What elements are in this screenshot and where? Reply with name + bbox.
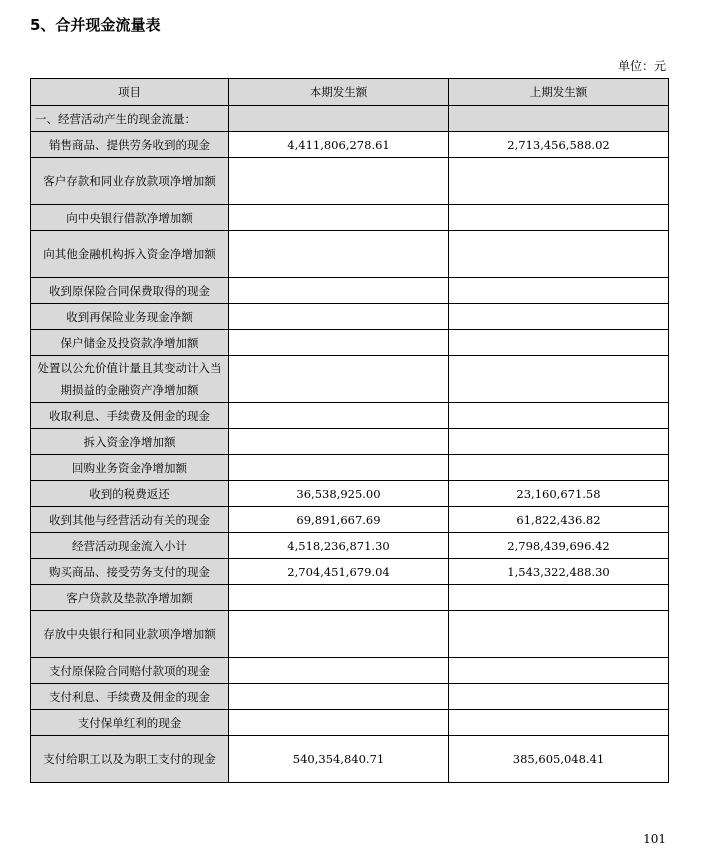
page-number: 101 bbox=[643, 832, 666, 846]
table-row bbox=[31, 330, 669, 356]
header-previous-period: 上期发生额 bbox=[449, 79, 669, 106]
table-row bbox=[31, 585, 669, 611]
row-previous bbox=[449, 330, 669, 356]
table-row bbox=[31, 106, 669, 132]
row-item: 收到原保险合同保费取得的现金 bbox=[31, 278, 229, 304]
row-previous bbox=[449, 710, 669, 736]
row-current bbox=[229, 356, 449, 403]
row-previous bbox=[449, 356, 669, 403]
table-row bbox=[31, 658, 669, 684]
row-item: 收到再保险业务现金净额 bbox=[31, 304, 229, 330]
row-current bbox=[229, 158, 449, 205]
row-current bbox=[229, 304, 449, 330]
row-previous bbox=[449, 278, 669, 304]
row-previous: 2,713,456,588.02 bbox=[449, 132, 669, 158]
row-previous bbox=[449, 205, 669, 231]
row-item: 保户储金及投资款净增加额 bbox=[31, 330, 229, 356]
table-row bbox=[31, 304, 669, 330]
row-previous bbox=[449, 304, 669, 330]
row-current: 36,538,925.00 bbox=[229, 481, 449, 507]
header-current-period: 本期发生额 bbox=[229, 79, 449, 106]
table-row bbox=[31, 158, 669, 205]
table-row bbox=[31, 429, 669, 455]
table-row bbox=[31, 278, 669, 304]
row-previous bbox=[449, 158, 669, 205]
row-item: 客户存款和同业存放款项净增加额 bbox=[31, 158, 229, 205]
row-item: 拆入资金净增加额 bbox=[31, 429, 229, 455]
table-row bbox=[31, 710, 669, 736]
row-current: 4,411,806,278.61 bbox=[229, 132, 449, 158]
row-current: 2,704,451,679.04 bbox=[229, 559, 449, 585]
row-current bbox=[229, 278, 449, 304]
table-row bbox=[31, 559, 669, 585]
table-row bbox=[31, 455, 669, 481]
row-item: 支付保单红利的现金 bbox=[31, 710, 229, 736]
table-row bbox=[31, 132, 669, 158]
row-item: 一、经营活动产生的现金流量： bbox=[31, 106, 229, 132]
row-current bbox=[229, 429, 449, 455]
row-previous bbox=[449, 231, 669, 278]
row-item: 向其他金融机构拆入资金净增加额 bbox=[31, 231, 229, 278]
cash-flow-table bbox=[30, 78, 669, 783]
row-current bbox=[229, 455, 449, 481]
row-current: 540,354,840.71 bbox=[229, 736, 449, 783]
row-previous: 2,798,439,696.42 bbox=[449, 533, 669, 559]
row-previous bbox=[449, 403, 669, 429]
row-item: 回购业务资金净增加额 bbox=[31, 455, 229, 481]
page-title: 5、合并现金流量表 bbox=[30, 16, 161, 34]
row-current bbox=[229, 231, 449, 278]
row-previous bbox=[449, 611, 669, 658]
row-previous: 23,160,671.58 bbox=[449, 481, 669, 507]
table-row bbox=[31, 231, 669, 278]
row-item: 支付给职工以及为职工支付的现金 bbox=[31, 736, 229, 783]
table-row bbox=[31, 507, 669, 533]
row-item: 收取利息、手续费及佣金的现金 bbox=[31, 403, 229, 429]
unit-label: 单位：元 bbox=[617, 59, 666, 73]
table-row bbox=[31, 684, 669, 710]
table-row bbox=[31, 403, 669, 429]
row-current bbox=[229, 684, 449, 710]
row-current bbox=[229, 205, 449, 231]
row-item: 收到其他与经营活动有关的现金 bbox=[31, 507, 229, 533]
table-header-row bbox=[31, 79, 669, 106]
row-item: 处置以公允价值计量且其变动计入当期损益的金融资产净增加额 bbox=[31, 356, 229, 403]
table-row bbox=[31, 481, 669, 507]
row-item: 经营活动现金流入小计 bbox=[31, 533, 229, 559]
row-previous bbox=[449, 684, 669, 710]
row-previous bbox=[449, 455, 669, 481]
row-current bbox=[229, 710, 449, 736]
row-item: 销售商品、提供劳务收到的现金 bbox=[31, 132, 229, 158]
table-row bbox=[31, 533, 669, 559]
row-previous: 385,605,048.41 bbox=[449, 736, 669, 783]
row-previous bbox=[449, 585, 669, 611]
row-item: 客户贷款及垫款净增加额 bbox=[31, 585, 229, 611]
row-previous: 61,822,436.82 bbox=[449, 507, 669, 533]
table-row bbox=[31, 356, 669, 403]
row-item: 支付原保险合同赔付款项的现金 bbox=[31, 658, 229, 684]
row-previous bbox=[449, 429, 669, 455]
row-item: 存放中央银行和同业款项净增加额 bbox=[31, 611, 229, 658]
table-row bbox=[31, 736, 669, 783]
row-item: 购买商品、接受劳务支付的现金 bbox=[31, 559, 229, 585]
row-current bbox=[229, 330, 449, 356]
row-previous bbox=[449, 106, 669, 132]
row-current bbox=[229, 403, 449, 429]
row-item: 支付利息、手续费及佣金的现金 bbox=[31, 684, 229, 710]
row-previous bbox=[449, 658, 669, 684]
row-current bbox=[229, 106, 449, 132]
row-current bbox=[229, 585, 449, 611]
row-item: 向中央银行借款净增加额 bbox=[31, 205, 229, 231]
table-row bbox=[31, 611, 669, 658]
row-item: 收到的税费返还 bbox=[31, 481, 229, 507]
row-current: 69,891,667.69 bbox=[229, 507, 449, 533]
row-current bbox=[229, 611, 449, 658]
header-item: 项目 bbox=[31, 79, 229, 106]
row-previous: 1,543,322,488.30 bbox=[449, 559, 669, 585]
row-current bbox=[229, 658, 449, 684]
table-row bbox=[31, 205, 669, 231]
row-current: 4,518,236,871.30 bbox=[229, 533, 449, 559]
